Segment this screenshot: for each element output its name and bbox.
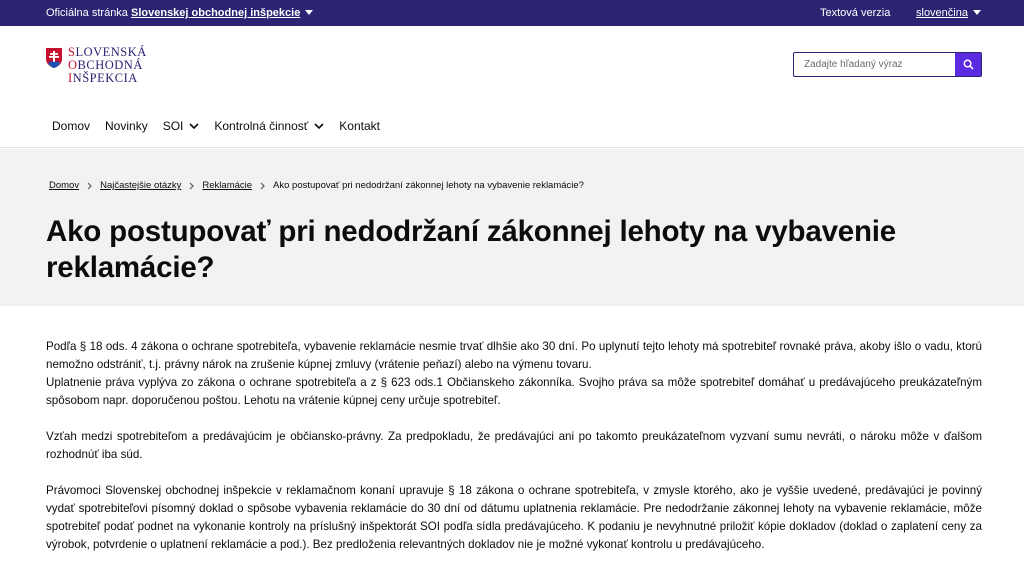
caret-down-icon[interactable]: [973, 10, 981, 15]
logo-wordmark: SLOVENSKÁ OBCHODNÁ INŠPEKCIA: [68, 45, 147, 85]
nav-item-label[interactable]: Kontrolná činnosť: [214, 119, 309, 133]
chevron-down-icon[interactable]: [314, 123, 324, 129]
search-button[interactable]: [955, 53, 981, 76]
breadcrumb-current: Ako postupovať pri nedodržaní zákonnej lehoty na vybavenie reklamácie?: [273, 180, 584, 191]
official-site-link[interactable]: Slovenskej obchodnej inšpekcie: [131, 7, 301, 19]
nav-item-kontakt[interactable]: [339, 119, 380, 133]
page-header-band: [0, 149, 1024, 306]
top-bar: [0, 0, 1024, 26]
site-logo[interactable]: [46, 46, 166, 90]
article-paragraph: Vzťah medzi spotrebiteľom a predávajúcim je občiansko-právny. Za predpokladu, že predávajúci ani po takomto preukázateľnom vyzvaní sumu nevráti, o nároku môže v ďalšom rozhodnúť iba súd.: [46, 430, 982, 461]
site-header: [0, 26, 1024, 148]
official-prefix: Oficiálna stránka: [46, 7, 128, 19]
chevron-right-icon: [87, 182, 92, 190]
language-label[interactable]: slovenčina: [916, 7, 968, 19]
main-navigation: [52, 119, 395, 133]
language-selector[interactable]: [916, 7, 981, 19]
search-input[interactable]: [794, 53, 955, 76]
breadcrumb: [49, 180, 584, 191]
official-site-notice[interactable]: [46, 7, 313, 19]
caret-down-icon[interactable]: [305, 10, 313, 15]
article-paragraph: Právomoci Slovenskej obchodnej inšpekcie v reklamačnom konaní upravuje § 18 zákona o ochrane spotrebiteľa, v zmysle ktorého, ako je vyššie uvedené, predávajúci je povinný vydať spotrebiteľovi písomný doklad o spôsobe vybavenia reklamácie do 30 dní od dátumu uplatnenia reklamácie. Pre nedodržanie zákonnej lehoty na vybavenie reklamácie, môže spotrebiteľ podať podnet na vykonanie kontroly na príslušný inšpektorát SOI podľa sídla predávajúceho. K podaniu je nevyhnutné priložiť kópie dokladov (doklad o zaplatení ceny za výrobok, potvrdenie o uplatnení reklamácie a pod.). Bez predloženia relevantných dokladov nie je možné vykonať kontrolu u predávajúceho.: [46, 484, 982, 551]
breadcrumb-link-najcastejsie-otazky[interactable]: Najčastejšie otázky: [100, 180, 182, 191]
nav-item-label[interactable]: Domov: [52, 119, 91, 133]
search-icon: [963, 59, 974, 70]
nav-item-novinky[interactable]: [105, 119, 148, 133]
search-form: [793, 52, 982, 77]
nav-item-label[interactable]: Novinky: [105, 119, 148, 133]
article-paragraph: Podľa § 18 ods. 4 zákona o ochrane spotrebiteľa, vybavenie reklamácie nesmie trvať dlhšie ako 30 dní. Po uplynutí tejto lehoty má spotrebiteľ rovnaké práva, akoby išlo o vadu, ktorú nemožno odstrániť, t.j. právny nárok na zrušenie kúpnej zmluvy (vrátenie peňazí) alebo na výmenu tovaru.: [46, 340, 982, 371]
chevron-down-icon[interactable]: [189, 123, 199, 129]
article-paragraph: Uplatnenie práva vyplýva zo zákona o ochrane spotrebiteľa a z § 623 ods.1 Občianskeho zákonníka. Svojho práva sa môže spotrebiteľ domáhať u predávajúceho preukázateľným spôsobom napr. doporučenou poštou. Lehotu na vrátenie kúpnej ceny určuje spotrebiteľ.: [46, 376, 982, 407]
nav-item-kontrolna-cinnost[interactable]: [214, 119, 324, 133]
nav-item-label[interactable]: Kontakt: [339, 119, 380, 133]
slovak-coat-of-arms-icon: [46, 48, 62, 68]
article-body: [46, 338, 982, 554]
breadcrumb-link-reklamacie[interactable]: Reklamácie: [202, 180, 253, 191]
chevron-right-icon: [189, 182, 194, 190]
nav-item-soi[interactable]: [163, 119, 200, 133]
nav-item-domov[interactable]: [52, 119, 90, 133]
page-title: Ako postupovať pri nedodržaní zákonnej lehoty na vybavenie reklamácie?: [46, 215, 897, 284]
text-version-link[interactable]: Textová verzia: [820, 7, 891, 19]
breadcrumb-link-domov[interactable]: Domov: [49, 180, 80, 191]
chevron-right-icon: [260, 182, 265, 190]
nav-item-label[interactable]: SOI: [162, 119, 184, 133]
